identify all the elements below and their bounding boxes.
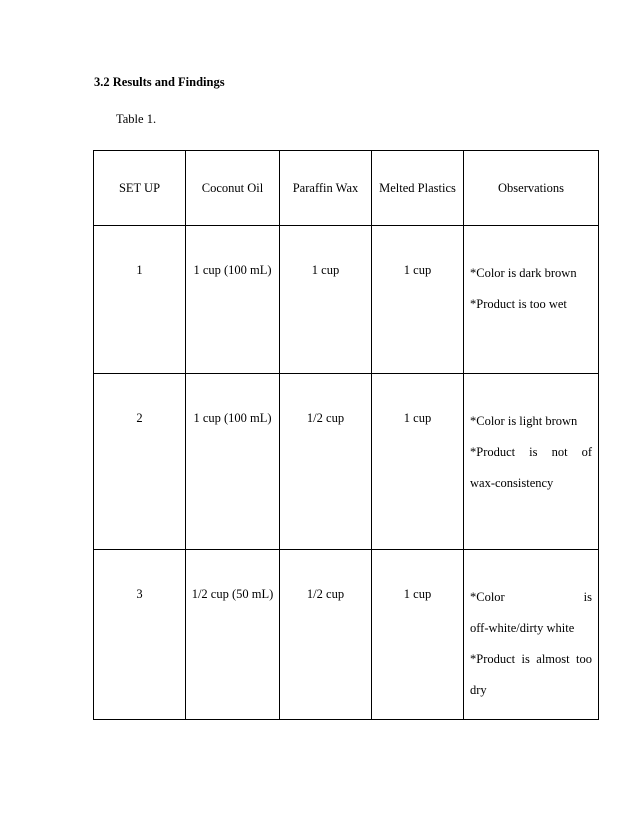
- paraffin-wax-cell: [280, 226, 372, 374]
- observations-cell: [464, 550, 599, 720]
- header-setup: SET UP: [94, 151, 186, 226]
- observations-cell: [464, 226, 599, 374]
- observation-line: wax-consistency: [470, 476, 554, 490]
- observations-cell: [464, 374, 599, 550]
- table-row: [94, 374, 599, 550]
- melted-plastics-cell: [372, 226, 464, 374]
- table-caption: Table 1.: [116, 112, 157, 126]
- coconut-oil-cell: [186, 226, 280, 374]
- setup-value: 2: [136, 411, 143, 425]
- observation-line: *Color is dark brown: [470, 266, 577, 280]
- observation-line: dry: [470, 683, 487, 697]
- results-table: [93, 150, 599, 720]
- coconut-oil-cell: [186, 550, 280, 720]
- section-heading: 3.2 Results and Findings: [94, 75, 225, 89]
- observation-line: *Product is too wet: [470, 297, 567, 311]
- header-melted-plastics: Melted Plastics: [372, 151, 464, 226]
- header-paraffin-wax: Paraffin Wax: [280, 151, 372, 226]
- header-coconut-oil: Coconut Oil: [186, 151, 280, 226]
- setup-value: 1: [136, 263, 143, 277]
- setup-cell: [94, 226, 186, 374]
- observation-line: *Color is light brown: [470, 414, 578, 428]
- observation-line: *Product is almost too: [470, 652, 592, 666]
- paraffin-wax-value: 1/2 cup: [306, 587, 345, 601]
- coconut-oil-cell: [186, 374, 280, 550]
- observation-line: *Color is: [470, 590, 592, 604]
- coconut-oil-value: 1/2 cup (50 mL): [191, 587, 274, 601]
- melted-plastics-value: 1 cup: [403, 587, 432, 601]
- paraffin-wax-cell: [280, 374, 372, 550]
- setup-value: 3: [136, 587, 143, 601]
- paraffin-wax-value: 1/2 cup: [306, 411, 345, 425]
- melted-plastics-cell: [372, 374, 464, 550]
- table-row: [94, 226, 599, 374]
- setup-cell: [94, 374, 186, 550]
- coconut-oil-value: 1 cup (100 mL): [193, 411, 272, 425]
- melted-plastics-cell: [372, 550, 464, 720]
- melted-plastics-value: 1 cup: [403, 411, 432, 425]
- paraffin-wax-cell: [280, 550, 372, 720]
- table-row: [94, 550, 599, 720]
- coconut-oil-value: 1 cup (100 mL): [193, 263, 272, 277]
- observation-line: *Product is not of: [470, 445, 592, 459]
- paraffin-wax-value: 1 cup: [311, 263, 340, 277]
- melted-plastics-value: 1 cup: [403, 263, 432, 277]
- setup-cell: [94, 550, 186, 720]
- table-header-row: [94, 151, 599, 226]
- header-observations: Observations: [464, 151, 599, 226]
- observation-line: off-white/dirty white: [470, 621, 575, 635]
